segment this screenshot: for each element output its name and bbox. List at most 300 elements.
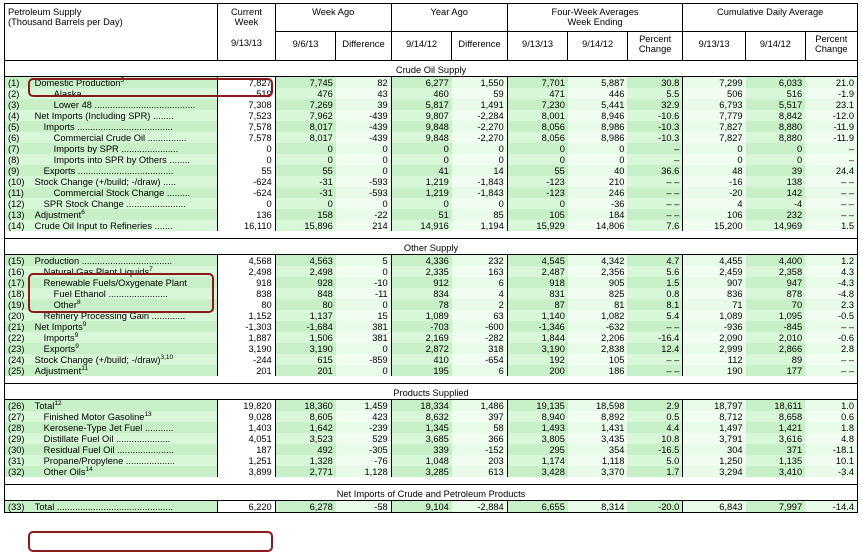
table-cell: 1,421 xyxy=(746,422,806,433)
table-cell: 907 xyxy=(683,277,746,288)
table-cell: 1.5 xyxy=(805,220,857,231)
row-label xyxy=(32,343,218,354)
table-row xyxy=(5,455,858,466)
row-label-text: Total xyxy=(34,400,55,411)
row-label-text: Imports xyxy=(43,332,75,343)
table-cell: 0 xyxy=(218,198,275,209)
table-cell: 5,817 xyxy=(391,99,452,110)
row-label-text: Crude Oil Input to Refineries ....... xyxy=(34,220,173,231)
table-cell: 905 xyxy=(568,277,628,288)
table-row xyxy=(5,176,858,187)
table-cell: -18.1 xyxy=(805,444,857,455)
table-cell: 3,685 xyxy=(391,433,452,444)
table-cell: 7,578 xyxy=(218,132,275,143)
table-cell: 2,459 xyxy=(683,266,746,277)
row-label-text: Exports xyxy=(43,343,76,354)
table-cell: 354 xyxy=(568,444,628,455)
table-cell: 0 xyxy=(336,154,391,165)
row-number: (28) xyxy=(5,422,32,433)
table-cell: 5,887 xyxy=(568,77,628,89)
row-number: (13) xyxy=(5,209,32,220)
table-cell: 41 xyxy=(391,165,452,176)
table-row xyxy=(5,143,858,154)
row-label xyxy=(32,433,218,444)
table-cell: 1.0 xyxy=(805,400,857,412)
table-cell: 4,342 xyxy=(568,255,628,267)
row-label-text: Residual Fuel Oil ...................... xyxy=(43,444,174,455)
table-cell: -2,270 xyxy=(452,132,507,143)
table-cell: 14,916 xyxy=(391,220,452,231)
table-cell: -1,303 xyxy=(218,321,275,332)
table-cell: -1,346 xyxy=(507,321,568,332)
table-cell: 1.2 xyxy=(805,255,857,267)
table-cell: 1,135 xyxy=(746,455,806,466)
table-cell: 71 xyxy=(683,299,746,310)
table-row xyxy=(5,121,858,132)
table-cell: 7,269 xyxy=(275,99,336,110)
table-cell: -10.6 xyxy=(627,110,682,121)
row-number: (5) xyxy=(5,121,32,132)
table-cell: 6 xyxy=(452,277,507,288)
row-label xyxy=(32,176,218,187)
row-label-text: SPR Stock Change ....................... xyxy=(43,198,186,209)
row-label-text: Domestic Production xyxy=(34,77,121,88)
table-cell: 195 xyxy=(391,365,452,376)
table-cell: 4,563 xyxy=(275,255,336,267)
row-label-text: Adjustment xyxy=(34,365,82,376)
table-cell: 10.8 xyxy=(627,433,682,444)
four-week-change-label: Change xyxy=(638,43,672,54)
four-week-header xyxy=(507,4,683,32)
row-label xyxy=(32,444,218,455)
row-label-text: Other xyxy=(53,299,77,310)
current-week-label: Current xyxy=(230,7,262,17)
table-cell: 1,506 xyxy=(275,332,336,343)
table-cell: 4,545 xyxy=(507,255,568,267)
table-cell: -1,843 xyxy=(452,187,507,198)
row-label xyxy=(32,501,218,513)
row-number: (32) xyxy=(5,466,32,477)
table-cell: 0 xyxy=(507,143,568,154)
table-cell: 14,969 xyxy=(746,220,806,231)
table-cell: -20 xyxy=(683,187,746,198)
table-cell: 423 xyxy=(336,411,391,422)
table-cell: 1,048 xyxy=(391,455,452,466)
row-number: (21) xyxy=(5,321,32,332)
row-number: (20) xyxy=(5,310,32,321)
col-four-week-pct xyxy=(627,31,682,61)
row-number: (12) xyxy=(5,198,32,209)
table-cell: 7,523 xyxy=(218,110,275,121)
table-cell: 186 xyxy=(568,365,628,376)
table-cell: 1,152 xyxy=(218,310,275,321)
table-cell: 21.0 xyxy=(805,77,857,89)
table-cell: 1,219 xyxy=(391,187,452,198)
section-spacer xyxy=(5,376,858,384)
row-number: (2) xyxy=(5,88,32,99)
table-cell: 3,285 xyxy=(391,466,452,477)
table-cell: 187 xyxy=(218,444,275,455)
row-label-text: Lower 48 ....................................... xyxy=(53,99,196,110)
row-number: (30) xyxy=(5,444,32,455)
table-cell: 8,946 xyxy=(568,110,628,121)
table-row xyxy=(5,411,858,422)
row-number: (23) xyxy=(5,343,32,354)
table-row xyxy=(5,187,858,198)
table-cell: 3,190 xyxy=(275,343,336,354)
table-cell: -4.3 xyxy=(805,277,857,288)
table-cell: – – xyxy=(627,354,682,365)
table-row xyxy=(5,99,858,110)
four-week-label: Four-Week Averages xyxy=(551,7,639,17)
table-cell: 184 xyxy=(568,209,628,220)
table-row xyxy=(5,132,858,143)
table-cell: 0 xyxy=(746,143,806,154)
table-cell: – – xyxy=(805,209,857,220)
table-row xyxy=(5,77,858,89)
table-cell: 0 xyxy=(218,154,275,165)
table-cell: -123 xyxy=(507,187,568,198)
table-cell: 304 xyxy=(683,444,746,455)
table-cell: 232 xyxy=(746,209,806,220)
col-cumulative-pct xyxy=(805,31,857,61)
footnote-marker: 7 xyxy=(149,266,153,273)
col-cumulative-1: 9/13/13 xyxy=(683,31,746,61)
table-cell: 0 xyxy=(336,143,391,154)
table-cell: 14 xyxy=(452,165,507,176)
table-cell: 0.6 xyxy=(805,411,857,422)
table-cell: 19,135 xyxy=(507,400,568,412)
table-cell: 8,892 xyxy=(568,411,628,422)
table-cell: 3,899 xyxy=(218,466,275,477)
table-row xyxy=(5,433,858,444)
table-cell: 87 xyxy=(507,299,568,310)
table-cell: 8,001 xyxy=(507,110,568,121)
section-title: Products Supplied xyxy=(5,384,858,400)
table-cell: 6,843 xyxy=(683,501,746,513)
table-cell: 2,010 xyxy=(746,332,806,343)
section-title: Net Imports of Crude and Petroleum Products xyxy=(5,485,858,501)
row-number: (4) xyxy=(5,110,32,121)
section-title: Other Supply xyxy=(5,239,858,255)
section-header xyxy=(5,485,858,501)
table-cell: -239 xyxy=(336,422,391,433)
title-line-1: Petroleum Supply xyxy=(8,7,82,17)
table-row xyxy=(5,466,858,477)
table-cell: 4.7 xyxy=(627,255,682,267)
table-cell: 2,206 xyxy=(568,332,628,343)
table-cell: 1.8 xyxy=(805,422,857,433)
row-label-text: Refinery Processing Gain ............. xyxy=(43,310,186,321)
row-number: (33) xyxy=(5,501,32,513)
table-cell: – – xyxy=(627,365,682,376)
table-row xyxy=(5,422,858,433)
table-row xyxy=(5,255,858,267)
table-cell: 2,872 xyxy=(391,343,452,354)
table-cell: 8,056 xyxy=(507,121,568,132)
table-cell: 8,314 xyxy=(568,501,628,513)
table-cell: 0 xyxy=(391,143,452,154)
table-cell: 0 xyxy=(683,143,746,154)
table-cell: 0 xyxy=(507,198,568,209)
table-cell: -703 xyxy=(391,321,452,332)
row-label-text: Imports into SPR by Others ........ xyxy=(53,154,191,165)
table-cell: 8,986 xyxy=(568,132,628,143)
table-cell: 3,435 xyxy=(568,433,628,444)
table-cell: 1.5 xyxy=(627,277,682,288)
table-cell: 3,410 xyxy=(746,466,806,477)
row-label-text: Propane/Propylene ................... xyxy=(43,455,175,466)
row-number: (18) xyxy=(5,288,32,299)
footnote-marker: 5 xyxy=(120,76,125,84)
table-cell: 8,712 xyxy=(683,411,746,422)
petroleum-supply-table xyxy=(4,3,858,513)
cumulative-pct-label: Percent xyxy=(815,33,848,44)
table-cell: 192 xyxy=(507,354,568,365)
table-row xyxy=(5,332,858,343)
table-cell: 366 xyxy=(452,433,507,444)
four-week-label-2: Week Ending xyxy=(567,17,623,27)
table-cell: 2.3 xyxy=(805,299,857,310)
petroleum-supply-table-container xyxy=(4,3,858,513)
table-cell: 615 xyxy=(275,354,336,365)
table-cell: 0 xyxy=(746,154,806,165)
table-cell: 8,880 xyxy=(746,121,806,132)
table-cell: 7,827 xyxy=(683,132,746,143)
table-cell: 0 xyxy=(452,198,507,209)
table-cell: -632 xyxy=(568,321,628,332)
table-cell: 339 xyxy=(391,444,452,455)
table-cell: -1,843 xyxy=(452,176,507,187)
row-number: (3) xyxy=(5,99,32,110)
footnote-marker: 9 xyxy=(82,321,87,328)
table-cell: – xyxy=(627,143,682,154)
table-cell: 0 xyxy=(452,143,507,154)
table-cell: 80 xyxy=(275,299,336,310)
col-current-date: 9/13/13 xyxy=(218,31,275,61)
table-cell: 201 xyxy=(218,365,275,376)
table-cell: 82 xyxy=(336,77,391,89)
table-cell: 48 xyxy=(683,165,746,176)
table-cell: 6,655 xyxy=(507,501,568,513)
table-cell: 1,137 xyxy=(275,310,336,321)
row-number: (17) xyxy=(5,277,32,288)
row-number: (16) xyxy=(5,266,32,277)
table-cell: -4.8 xyxy=(805,288,857,299)
table-cell: 1,194 xyxy=(452,220,507,231)
table-cell: 3,190 xyxy=(218,343,275,354)
table-cell: 1,251 xyxy=(218,455,275,466)
table-row xyxy=(5,277,858,288)
table-cell: 318 xyxy=(452,343,507,354)
table-cell: 89 xyxy=(746,354,806,365)
section-spacer xyxy=(5,477,858,485)
row-label xyxy=(32,88,218,99)
table-cell: 836 xyxy=(683,288,746,299)
row-label xyxy=(32,187,218,198)
row-label-text: Alaska .......................................... xyxy=(53,88,193,99)
row-number: (15) xyxy=(5,255,32,267)
table-cell: 85 xyxy=(452,209,507,220)
table-cell: 43 xyxy=(336,88,391,99)
table-cell: 138 xyxy=(746,176,806,187)
table-cell: 831 xyxy=(507,288,568,299)
table-cell: 9,028 xyxy=(218,411,275,422)
col-four-week-1: 9/13/13 xyxy=(507,31,568,61)
table-cell: 14,806 xyxy=(568,220,628,231)
row-label xyxy=(32,255,218,267)
cumulative-change-label: Change xyxy=(815,43,848,54)
table-cell: 1,887 xyxy=(218,332,275,343)
table-cell: 9,104 xyxy=(391,501,452,513)
table-cell: 3,791 xyxy=(683,433,746,444)
row-label-text: Kerosene-Type Jet Fuel ........... xyxy=(43,422,174,433)
section-header xyxy=(5,384,858,400)
row-label xyxy=(32,99,218,110)
table-cell: 410 xyxy=(391,354,452,365)
row-label xyxy=(32,198,218,209)
table-cell: 5.5 xyxy=(627,88,682,99)
table-cell: 58 xyxy=(452,422,507,433)
table-cell: 105 xyxy=(507,209,568,220)
table-cell: – – xyxy=(805,187,857,198)
table-cell: -31 xyxy=(275,187,336,198)
table-cell: 371 xyxy=(746,444,806,455)
row-label xyxy=(32,132,218,143)
table-cell: – – xyxy=(627,209,682,220)
col-week-ago-diff: Difference xyxy=(336,31,391,61)
table-cell: 0 xyxy=(275,143,336,154)
table-cell: 1,459 xyxy=(336,400,391,412)
row-label xyxy=(32,121,218,132)
table-cell: 30.8 xyxy=(627,77,682,89)
table-cell: 1,118 xyxy=(568,455,628,466)
footnote-marker: 11 xyxy=(81,365,88,372)
row-label-text: Commercial Crude Oil ............... xyxy=(53,132,187,143)
footnote-marker: 12 xyxy=(54,399,62,407)
row-label-text: Production ................................... xyxy=(34,255,173,266)
table-cell: – xyxy=(627,154,682,165)
row-label-text: Stock Change (+/build; -/draw) xyxy=(34,354,161,365)
table-cell: 6,033 xyxy=(746,77,806,89)
table-cell: 397 xyxy=(452,411,507,422)
col-year-ago-date: 9/14/12 xyxy=(391,31,452,61)
footnote-marker: 3,10 xyxy=(160,354,174,361)
table-cell: 0 xyxy=(568,143,628,154)
table-cell: -10 xyxy=(336,277,391,288)
table-cell: 834 xyxy=(391,288,452,299)
table-cell: 1,486 xyxy=(452,400,507,412)
row-number: (8) xyxy=(5,154,32,165)
current-week-label-2: Week xyxy=(234,17,259,27)
table-cell: 8,880 xyxy=(746,132,806,143)
table-cell: -36 xyxy=(568,198,628,209)
table-cell: 200 xyxy=(507,365,568,376)
table-cell: 55 xyxy=(275,165,336,176)
table-cell: 8.1 xyxy=(627,299,682,310)
row-number: (27) xyxy=(5,411,32,422)
table-cell: 5.0 xyxy=(627,455,682,466)
table-cell: 8,017 xyxy=(275,121,336,132)
table-cell: 7,230 xyxy=(507,99,568,110)
table-cell: -0.6 xyxy=(805,332,857,343)
table-cell: 492 xyxy=(275,444,336,455)
footnote-marker: 9 xyxy=(74,332,79,339)
table-cell: 2,866 xyxy=(746,343,806,354)
table-cell: 2 xyxy=(452,299,507,310)
spacer-cell xyxy=(5,376,858,384)
row-label-text: Adjustment xyxy=(34,209,82,220)
table-cell: 81 xyxy=(568,299,628,310)
table-cell: 8,632 xyxy=(391,411,452,422)
table-cell: -624 xyxy=(218,187,275,198)
table-cell: 203 xyxy=(452,455,507,466)
table-cell: -11.9 xyxy=(805,132,857,143)
table-cell: 1,174 xyxy=(507,455,568,466)
table-cell: 78 xyxy=(391,299,452,310)
header-row-1 xyxy=(5,4,858,32)
table-cell: 1,219 xyxy=(391,176,452,187)
spacer-cell xyxy=(5,231,858,239)
table-cell: 51 xyxy=(391,209,452,220)
row-number: (25) xyxy=(5,365,32,376)
row-label xyxy=(32,143,218,154)
table-cell: 2,356 xyxy=(568,266,628,277)
table-cell: 7,997 xyxy=(746,501,806,513)
row-number: (24) xyxy=(5,354,32,365)
row-number: (29) xyxy=(5,433,32,444)
table-cell: 163 xyxy=(452,266,507,277)
table-cell: 1,491 xyxy=(452,99,507,110)
table-cell: 18,797 xyxy=(683,400,746,412)
table-cell: 201 xyxy=(275,365,336,376)
row-label-text: Other Oils xyxy=(43,466,86,477)
table-cell: 516 xyxy=(746,88,806,99)
row-number: (31) xyxy=(5,455,32,466)
table-cell: 5,517 xyxy=(746,99,806,110)
footnote-marker: 14 xyxy=(85,466,93,473)
table-cell: 2,487 xyxy=(507,266,568,277)
table-cell: -11.9 xyxy=(805,121,857,132)
table-cell: – xyxy=(805,154,857,165)
table-cell: 8,986 xyxy=(568,121,628,132)
highlight-net-imports-total xyxy=(28,531,273,552)
table-cell: 825 xyxy=(568,288,628,299)
table-cell: 63 xyxy=(452,310,507,321)
col-cumulative-2: 9/14/12 xyxy=(746,31,806,61)
table-cell: 9,807 xyxy=(391,110,452,121)
table-cell: -0.5 xyxy=(805,310,857,321)
table-cell: 4,455 xyxy=(683,255,746,267)
table-cell: 1,497 xyxy=(683,422,746,433)
table-cell: 1,345 xyxy=(391,422,452,433)
table-cell: 878 xyxy=(746,288,806,299)
table-cell: 55 xyxy=(218,165,275,176)
cumulative-header: Cumulative Daily Average xyxy=(683,4,858,32)
table-cell: 136 xyxy=(218,209,275,220)
table-cell: – – xyxy=(805,321,857,332)
row-label-text: Imports ..................................... xyxy=(43,121,173,132)
row-label xyxy=(32,266,218,277)
table-cell: -1,684 xyxy=(275,321,336,332)
row-label-text: Distillate Fuel Oil ..................... xyxy=(43,433,171,444)
table-cell: -244 xyxy=(218,354,275,365)
table-cell: 928 xyxy=(275,277,336,288)
row-label xyxy=(32,422,218,433)
current-week-header xyxy=(218,4,275,32)
table-cell: -152 xyxy=(452,444,507,455)
table-cell: -439 xyxy=(336,132,391,143)
